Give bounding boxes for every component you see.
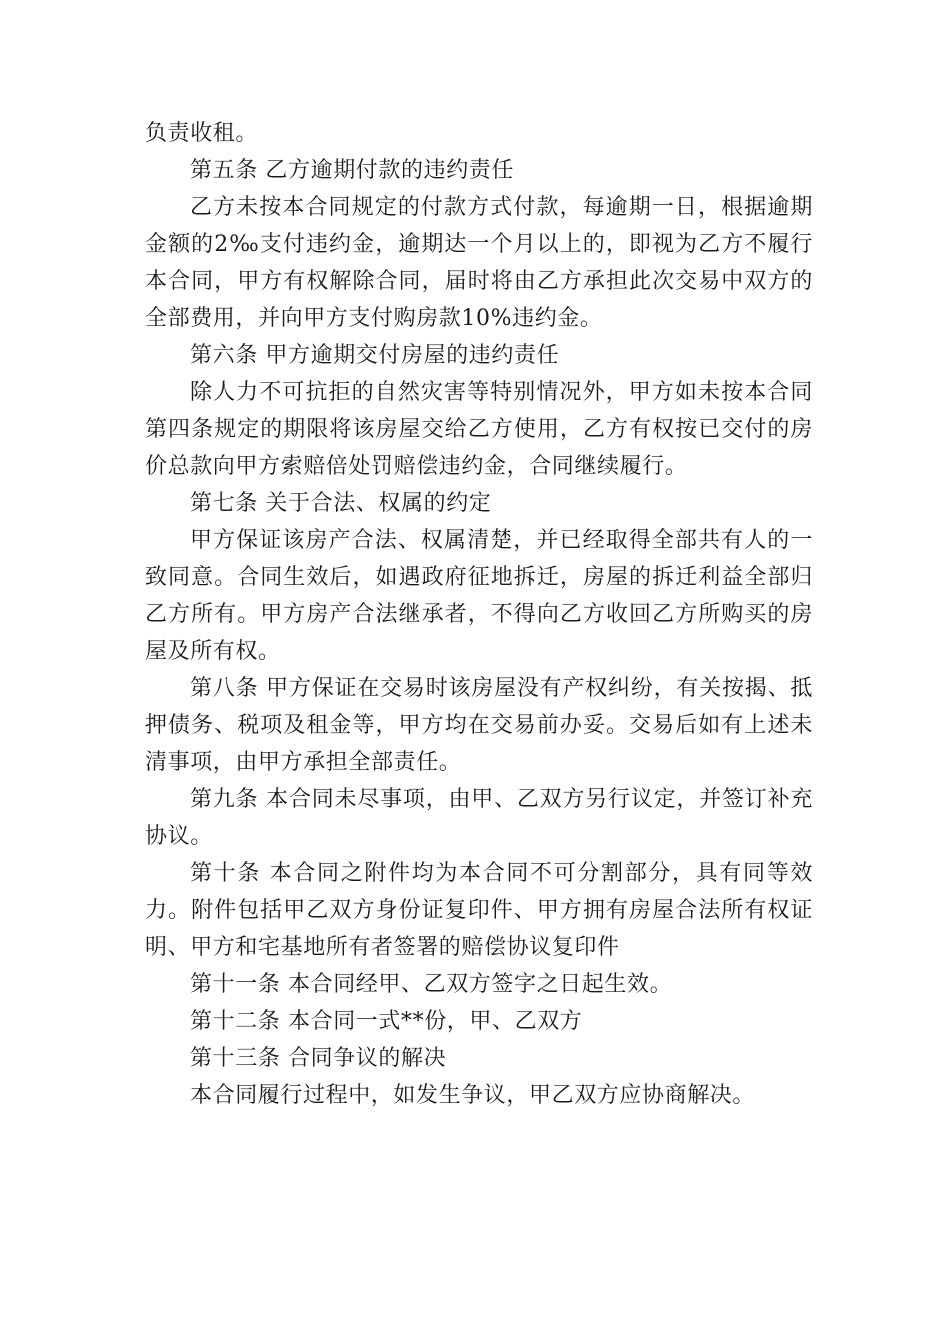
article-7-body: 甲方保证该房产合法、权属清楚，并已经取得全部共有人的一致同意。合同生效后，如遇政府征地拆迁，房屋的拆迁利益全部归乙方所有。甲方房产合法继承者，不得向乙方收回乙方所购买的房屋及所有权。 [145, 528, 813, 664]
article-11: 第十一条 本合同经甲、乙双方签字之日起生效。 [190, 972, 673, 997]
article-13-body: 本合同履行过程中，如发生争议，甲乙双方应协商解决。 [190, 1083, 756, 1108]
article-6-heading: 第六条 甲方逾期交付房屋的违约责任 [190, 343, 560, 368]
article-7-heading: 第七条 关于合法、权属的约定 [190, 491, 492, 516]
article-5-body: 乙方未按本合同规定的付款方式付款，每逾期一日，根据逾期金额的2‰支付违约金，逾期达一个月以上的，即视为乙方不履行本合同，甲方有权解除合同，届时将由乙方承担此次交易中双方的全部费用，并向甲方支付购房款10%违约金。 [145, 195, 813, 331]
article-13-heading: 第十三条 合同争议的解决 [190, 1046, 447, 1071]
article-10: 第十条 本合同之附件均为本合同不可分割部分，具有同等效力。附件包括甲乙双方身份证复印件、甲方拥有房屋合法所有权证明、甲方和宅基地所有者签署的赔偿协议复印件 [145, 861, 813, 960]
document-body [145, 115, 813, 1114]
article-5-heading: 第五条 乙方逾期付款的违约责任 [190, 158, 514, 183]
article-8: 第八条 甲方保证在交易时该房屋没有产权纠纷，有关按揭、抵押债务、税项及租金等，甲方均在交易前办妥。交易后如有上述未清事项，由甲方承担全部责任。 [145, 676, 813, 775]
article-12: 第十二条 本合同一式**份，甲、乙双方 [190, 1009, 583, 1034]
article-6-body: 除人力不可抗拒的自然灾害等特别情况外，甲方如未按本合同第四条规定的期限将该房屋交给乙方使用，乙方有权按已交付的房价总款向甲方索赔倍处罚赔偿违约金，合同继续履行。 [145, 380, 813, 479]
article-9: 第九条 本合同未尽事项，由甲、乙双方另行议定，并签订补充协议。 [145, 787, 813, 849]
paragraph-continuation: 负责收租。 [145, 121, 259, 146]
